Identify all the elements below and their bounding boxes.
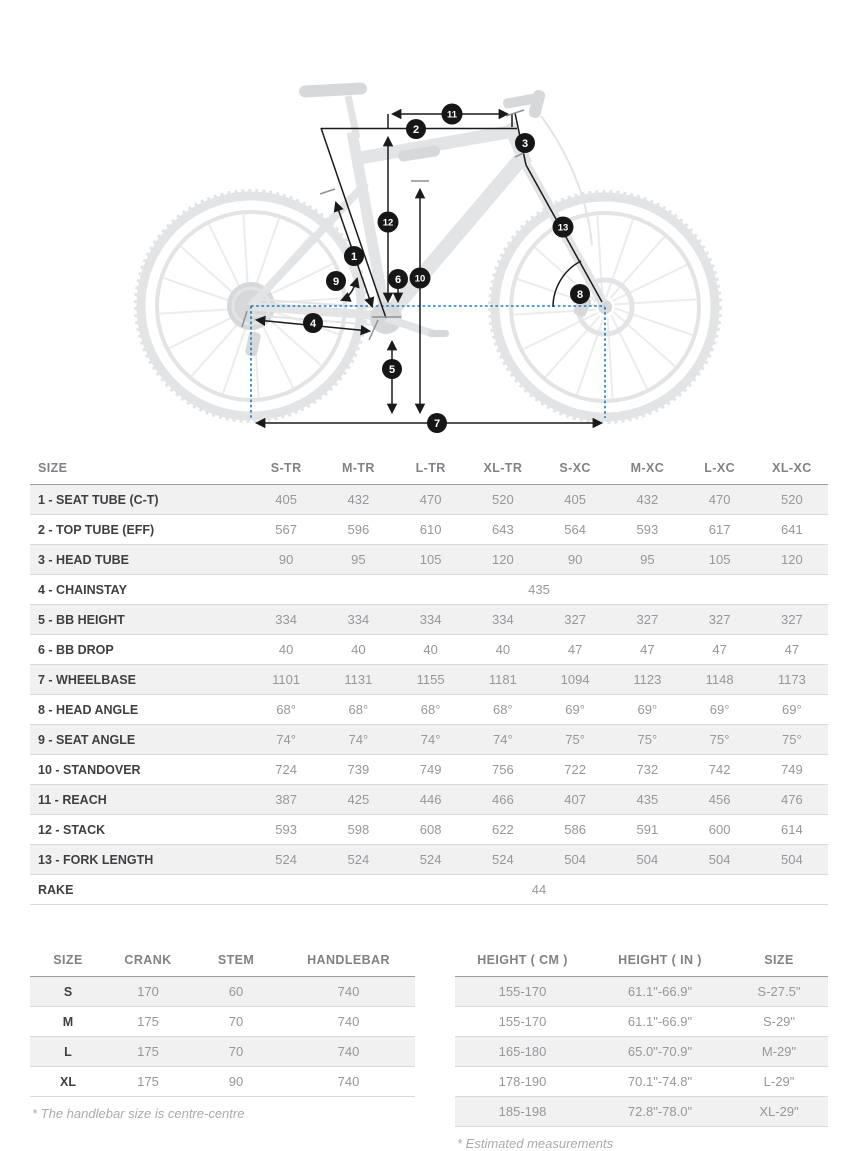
geometry-value-cell: 105 [708, 552, 731, 567]
components-row [30, 977, 415, 1007]
geometry-row-label: 9 - SEAT ANGLE [38, 732, 136, 747]
components-column-header: CRANK [124, 953, 172, 967]
geometry-value-cell: 622 [492, 822, 514, 837]
geometry-value-cell: 47 [640, 642, 655, 657]
components-cell: 70 [228, 1044, 244, 1059]
components-cell: 170 [137, 984, 159, 999]
components-cell: 175 [137, 1044, 159, 1059]
sizing-cell: 178-190 [498, 1074, 547, 1089]
geometry-value-cell: 749 [781, 762, 803, 777]
geometry-value-cell: 610 [419, 522, 442, 537]
components-cell: 175 [137, 1014, 159, 1029]
components-cell: S [63, 984, 73, 999]
geometry-row-label: RAKE [38, 882, 74, 897]
geometry-value-cell: 742 [708, 762, 731, 777]
sizing-cell: 155-170 [498, 984, 547, 999]
geometry-value-cell: 327 [708, 612, 731, 627]
geometry-value-cell: 69° [565, 702, 585, 717]
geometry-row-label: 12 - STACK [38, 822, 106, 837]
geometry-column-header: S-TR [270, 461, 302, 475]
geometry-value-cell: 520 [781, 492, 803, 507]
geometry-value-cell: 1131 [344, 672, 373, 687]
components-column-header: STEM [217, 953, 255, 967]
components-cell: 740 [337, 1044, 360, 1059]
geometry-value-cell: 593 [275, 822, 297, 837]
geometry-value-cell: 405 [564, 492, 586, 507]
components-cell: XL [60, 1074, 76, 1089]
dim-badge-7 [427, 413, 447, 433]
sizing-cell: 65.0"-70.9" [627, 1044, 693, 1059]
dim-badge-12 [378, 212, 399, 233]
sizing-cell: 72.8"-78.0" [627, 1104, 693, 1119]
geometry-table-row [30, 755, 828, 785]
geometry-row-label: 3 - HEAD TUBE [38, 552, 129, 567]
geometry-value-cell: 95 [640, 552, 655, 567]
geometry-span-value-cell: 44 [531, 882, 547, 897]
geometry-table-row [30, 815, 828, 845]
geometry-value-cell: 40 [278, 642, 294, 657]
components-cell: L [64, 1044, 72, 1059]
geometry-value-cell: 524 [347, 852, 370, 867]
geometry-value-cell: 334 [419, 612, 442, 627]
geometry-column-header: L-TR [415, 461, 446, 475]
svg-text:4: 4 [309, 318, 317, 330]
geometry-table-row [30, 575, 828, 605]
components-cell: 60 [228, 984, 244, 999]
geometry-value-cell: 586 [564, 822, 586, 837]
geometry-value-cell: 435 [636, 792, 659, 807]
sizing-row [455, 1067, 828, 1097]
sizing-cell: S-27.5" [757, 984, 801, 999]
geometry-row-label: 6 - BB DROP [38, 642, 114, 657]
svg-text:11: 11 [446, 109, 458, 121]
geometry-value-cell: 105 [419, 552, 442, 567]
components-column-header: HANDLEBAR [307, 953, 390, 967]
components-cell: 740 [337, 984, 360, 999]
geometry-column-header: M-XC [630, 461, 665, 475]
geometry-value-cell: 1181 [488, 672, 517, 687]
dim-badge-6 [388, 269, 408, 289]
sizing-row [455, 977, 828, 1007]
svg-text:13: 13 [557, 222, 569, 234]
geometry-value-cell: 466 [492, 792, 514, 807]
geometry-table [30, 453, 828, 905]
sizing-cell: 155-170 [498, 1014, 547, 1029]
svg-text:10: 10 [414, 273, 426, 285]
geometry-column-header: XL-XC [772, 461, 812, 475]
geometry-value-cell: 564 [564, 522, 586, 537]
sizing-column-header: HEIGHT ( CM ) [477, 953, 568, 967]
components-row [30, 1007, 415, 1037]
geometry-value-cell: 432 [636, 492, 659, 507]
geometry-value-cell: 75° [709, 732, 730, 747]
dim-badge-13 [553, 217, 574, 238]
geometry-value-cell: 520 [492, 492, 514, 507]
geometry-value-cell: 456 [708, 792, 731, 807]
geometry-value-cell: 75° [637, 732, 658, 747]
components-header-row [30, 945, 415, 977]
geometry-value-cell: 567 [275, 522, 297, 537]
geometry-value-cell: 739 [347, 762, 370, 777]
geometry-value-cell: 69° [637, 702, 658, 717]
estimated-footnote: * Estimated measurements [457, 1136, 614, 1151]
geometry-value-cell: 90 [278, 552, 294, 567]
sizing-cell: S-29" [762, 1014, 796, 1029]
geometry-value-cell: 407 [564, 792, 586, 807]
geometry-value-cell: 524 [275, 852, 297, 867]
geometry-value-cell: 1101 [272, 672, 301, 687]
svg-text:9: 9 [332, 276, 340, 288]
rider-sizing-table [455, 945, 828, 1127]
sizing-cell: XL-29" [759, 1104, 799, 1119]
dim-badge-1 [344, 246, 364, 266]
geometry-value-cell: 724 [275, 762, 297, 777]
geometry-table-row [30, 485, 828, 515]
sizing-cell: 61.1"-66.9" [627, 984, 693, 999]
sizing-column-header: SIZE [764, 953, 794, 967]
geometry-value-cell: 69° [709, 702, 730, 717]
geometry-value-cell: 504 [781, 852, 803, 867]
sizing-header-row [455, 945, 828, 977]
geometry-value-cell: 1094 [560, 672, 590, 687]
components-cell: 90 [228, 1074, 244, 1089]
geometry-value-cell: 732 [636, 762, 659, 777]
geometry-column-header: M-TR [341, 461, 375, 475]
sizing-cell: L-29" [763, 1074, 795, 1089]
geometry-value-cell: 643 [492, 522, 514, 537]
geometry-value-cell: 432 [347, 492, 370, 507]
geometry-value-cell: 504 [564, 852, 586, 867]
geometry-value-cell: 68° [276, 702, 296, 717]
geometry-value-cell: 120 [781, 552, 803, 567]
geometry-value-cell: 470 [419, 492, 442, 507]
geometry-table-row [30, 635, 828, 665]
sizing-cell: 185-198 [498, 1104, 547, 1119]
dim-badge-3 [515, 133, 535, 153]
components-row [30, 1037, 415, 1067]
geometry-value-cell: 68° [348, 702, 369, 717]
geometry-value-cell: 476 [781, 792, 803, 807]
sizing-column-header: HEIGHT ( IN ) [618, 953, 702, 967]
geometry-value-cell: 47 [784, 642, 800, 657]
dim-badge-8 [570, 284, 590, 304]
components-column-header: SIZE [53, 953, 83, 967]
geometry-row-label: 5 - BB HEIGHT [38, 612, 125, 627]
geometry-value-cell: 598 [347, 822, 370, 837]
geometry-value-cell: 617 [708, 522, 731, 537]
components-table [30, 945, 415, 1097]
geometry-value-cell: 1155 [416, 672, 445, 687]
geometry-value-cell: 40 [351, 642, 366, 657]
sizing-section [455, 945, 828, 1151]
geometry-value-cell: 749 [419, 762, 442, 777]
dim-badge-5 [382, 359, 402, 379]
dim-badge-4 [303, 313, 323, 333]
svg-text:7: 7 [433, 418, 441, 430]
svg-text:3: 3 [521, 138, 529, 150]
svg-text:1: 1 [350, 251, 358, 263]
components-cell: 70 [228, 1014, 244, 1029]
geometry-header-row [30, 453, 828, 485]
geometry-value-cell: 327 [564, 612, 586, 627]
geometry-value-cell: 591 [636, 822, 659, 837]
geometry-row-label: 2 - TOP TUBE (EFF) [38, 522, 155, 537]
geometry-value-cell: 600 [708, 822, 731, 837]
dim-badge-11 [442, 104, 463, 125]
geometry-value-cell: 69° [782, 702, 802, 717]
geometry-value-cell: 524 [492, 852, 514, 867]
geometry-value-cell: 68° [420, 702, 441, 717]
svg-text:12: 12 [382, 217, 394, 229]
geometry-table-row [30, 875, 828, 905]
geometry-value-cell: 504 [636, 852, 659, 867]
geometry-value-cell: 74° [493, 732, 513, 747]
components-cell: 740 [337, 1014, 360, 1029]
geometry-value-cell: 334 [492, 612, 514, 627]
geometry-row-label: 11 - REACH [38, 792, 107, 807]
geometry-value-cell: 387 [275, 792, 297, 807]
svg-text:5: 5 [388, 364, 396, 376]
geometry-value-cell: 74° [276, 732, 296, 747]
sizing-cell: 165-180 [498, 1044, 547, 1059]
geometry-column-header: L-XC [704, 461, 735, 475]
geometry-row-label: 1 - SEAT TUBE (C-T) [38, 492, 159, 507]
geometry-value-cell: 334 [275, 612, 297, 627]
geometry-row-label: 4 - CHAINSTAY [38, 582, 127, 597]
handlebar-footnote: * The handlebar size is centre-centre [32, 1106, 245, 1121]
geometry-table-row [30, 605, 828, 635]
geometry-table-row [30, 725, 828, 755]
geometry-table-row [30, 785, 828, 815]
geometry-value-cell: 524 [419, 852, 442, 867]
sizing-row [455, 1007, 828, 1037]
geometry-value-cell: 425 [347, 792, 370, 807]
components-cell: 740 [337, 1074, 360, 1089]
dim-badge-10 [410, 268, 431, 289]
geometry-value-cell: 74° [420, 732, 441, 747]
geometry-value-cell: 596 [347, 522, 370, 537]
svg-text:6: 6 [394, 274, 402, 286]
geometry-span-value-cell: 435 [528, 582, 550, 597]
sizing-cell: M-29" [761, 1044, 797, 1059]
dim-badge-2 [406, 119, 426, 139]
geometry-value-cell: 405 [275, 492, 297, 507]
geometry-value-cell: 68° [493, 702, 513, 717]
dim-badge-9 [326, 271, 346, 291]
components-cell: 175 [137, 1074, 159, 1089]
geometry-table-row [30, 665, 828, 695]
geometry-table-row [30, 545, 828, 575]
sizing-row [455, 1097, 828, 1127]
geometry-row-label: 7 - WHEELBASE [38, 672, 136, 687]
geometry-value-cell: 40 [495, 642, 511, 657]
geometry-value-cell: 756 [492, 762, 514, 777]
geometry-row-label: 8 - HEAD ANGLE [38, 702, 139, 717]
sizing-cell: 61.1"-66.9" [627, 1014, 693, 1029]
geometry-table-row [30, 695, 828, 725]
geometry-value-cell: 334 [347, 612, 370, 627]
geometry-value-cell: 327 [636, 612, 659, 627]
bottom-tables [30, 945, 828, 1151]
geometry-row-label: 13 - FORK LENGTH [38, 852, 154, 867]
geometry-value-cell: 446 [419, 792, 442, 807]
geometry-value-cell: 327 [781, 612, 803, 627]
bike-silhouette [136, 82, 720, 422]
components-section [30, 945, 415, 1121]
geometry-value-cell: 1123 [633, 672, 662, 687]
geometry-size-header: SIZE [38, 461, 68, 475]
components-cell: M [62, 1014, 74, 1029]
geometry-value-cell: 47 [567, 642, 583, 657]
sizing-row [455, 1037, 828, 1067]
bike-geometry-diagram [0, 0, 858, 445]
geometry-value-cell: 608 [419, 822, 442, 837]
geometry-row-label: 10 - STANDOVER [38, 762, 141, 777]
geometry-value-cell: 120 [492, 552, 514, 567]
sizing-cell: 70.1"-74.8" [627, 1074, 693, 1089]
geometry-value-cell: 75° [782, 732, 802, 747]
geometry-value-cell: 722 [564, 762, 586, 777]
geometry-value-cell: 470 [708, 492, 731, 507]
geometry-value-cell: 504 [708, 852, 731, 867]
geometry-value-cell: 75° [565, 732, 585, 747]
geometry-value-cell: 1148 [705, 672, 734, 687]
svg-text:8: 8 [576, 289, 584, 301]
svg-text:2: 2 [412, 124, 420, 136]
geometry-value-cell: 40 [423, 642, 438, 657]
components-row [30, 1067, 415, 1097]
geometry-column-header: XL-TR [483, 461, 523, 475]
geometry-column-header: S-XC [559, 461, 591, 475]
geometry-table-row [30, 515, 828, 545]
geometry-value-cell: 593 [636, 522, 659, 537]
geometry-value-cell: 95 [351, 552, 366, 567]
geometry-table-row [30, 845, 828, 875]
geometry-value-cell: 1173 [777, 672, 806, 687]
geometry-value-cell: 74° [348, 732, 369, 747]
bike-diagram-svg [0, 0, 858, 445]
geometry-value-cell: 47 [712, 642, 727, 657]
dimension-badges [303, 104, 590, 434]
geometry-value-cell: 641 [781, 522, 803, 537]
geometry-value-cell: 90 [567, 552, 583, 567]
geometry-value-cell: 614 [781, 822, 803, 837]
